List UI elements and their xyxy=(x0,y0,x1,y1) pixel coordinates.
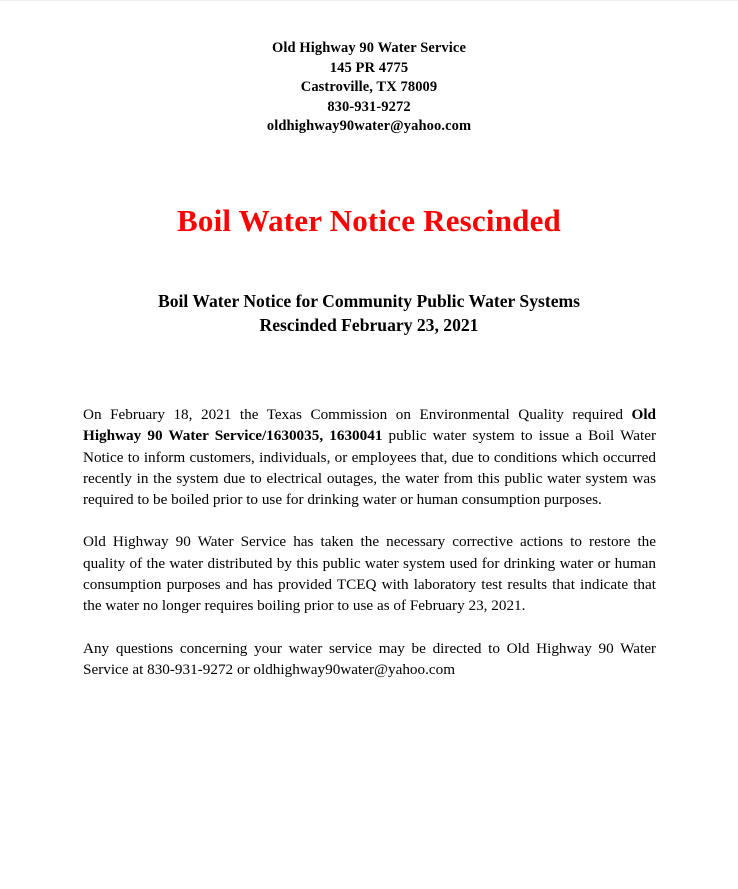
city-state-zip: Castroville, TX 78009 xyxy=(300,79,438,96)
body-paragraph-3: Any questions concerning your water service may be directed to Old Highway 90 Water Service at 830-931-9272 or oldhighway90water@yahoo.com xyxy=(83,639,656,678)
paragraph-1-lead-text: On February 18, 2021 the Texas Commission on Environmental Quality required xyxy=(83,406,632,423)
phone-number: 830-931-9272 xyxy=(327,98,411,115)
organization-name: Old Highway 90 Water Service xyxy=(272,40,466,56)
paragraph-1-trailing-text: public water system to issue a Boil Water Notice to inform customers, individuals, or employees that, due to conditions which occurred recently in the system due to electrical outages, the water from this public water system was required to be boiled prior to use for drinking water or human consumption purposes. xyxy=(83,427,657,509)
body-paragraph-2: Old Highway 90 Water Service has taken the necessary corrective actions to restore the quality of the water distributed by this public water system used for drinking water or human consumption purposes and has provided TCEQ with laboratory test results that indicate that the water no longer requires boiling prior to use as of February 23, 2021. xyxy=(83,533,656,615)
document-subtitle xyxy=(0,290,738,337)
subtitle-line-2: Rescinded February 23, 2021 xyxy=(259,314,479,335)
email-address: oldhighway90water@yahoo.com xyxy=(266,118,472,135)
street-address: 145 PR 4775 xyxy=(329,59,409,76)
body-paragraph-1 xyxy=(83,404,656,510)
subtitle-line-1: Boil Water Notice for Community Public Water Systems xyxy=(157,291,581,311)
water-system-identifier: Old Highway 90 Water Service/1630035, 1630041 xyxy=(83,406,656,445)
document-body xyxy=(83,404,656,680)
document-headline: Boil Water Notice Rescinded xyxy=(177,203,561,238)
letterhead xyxy=(0,39,738,137)
